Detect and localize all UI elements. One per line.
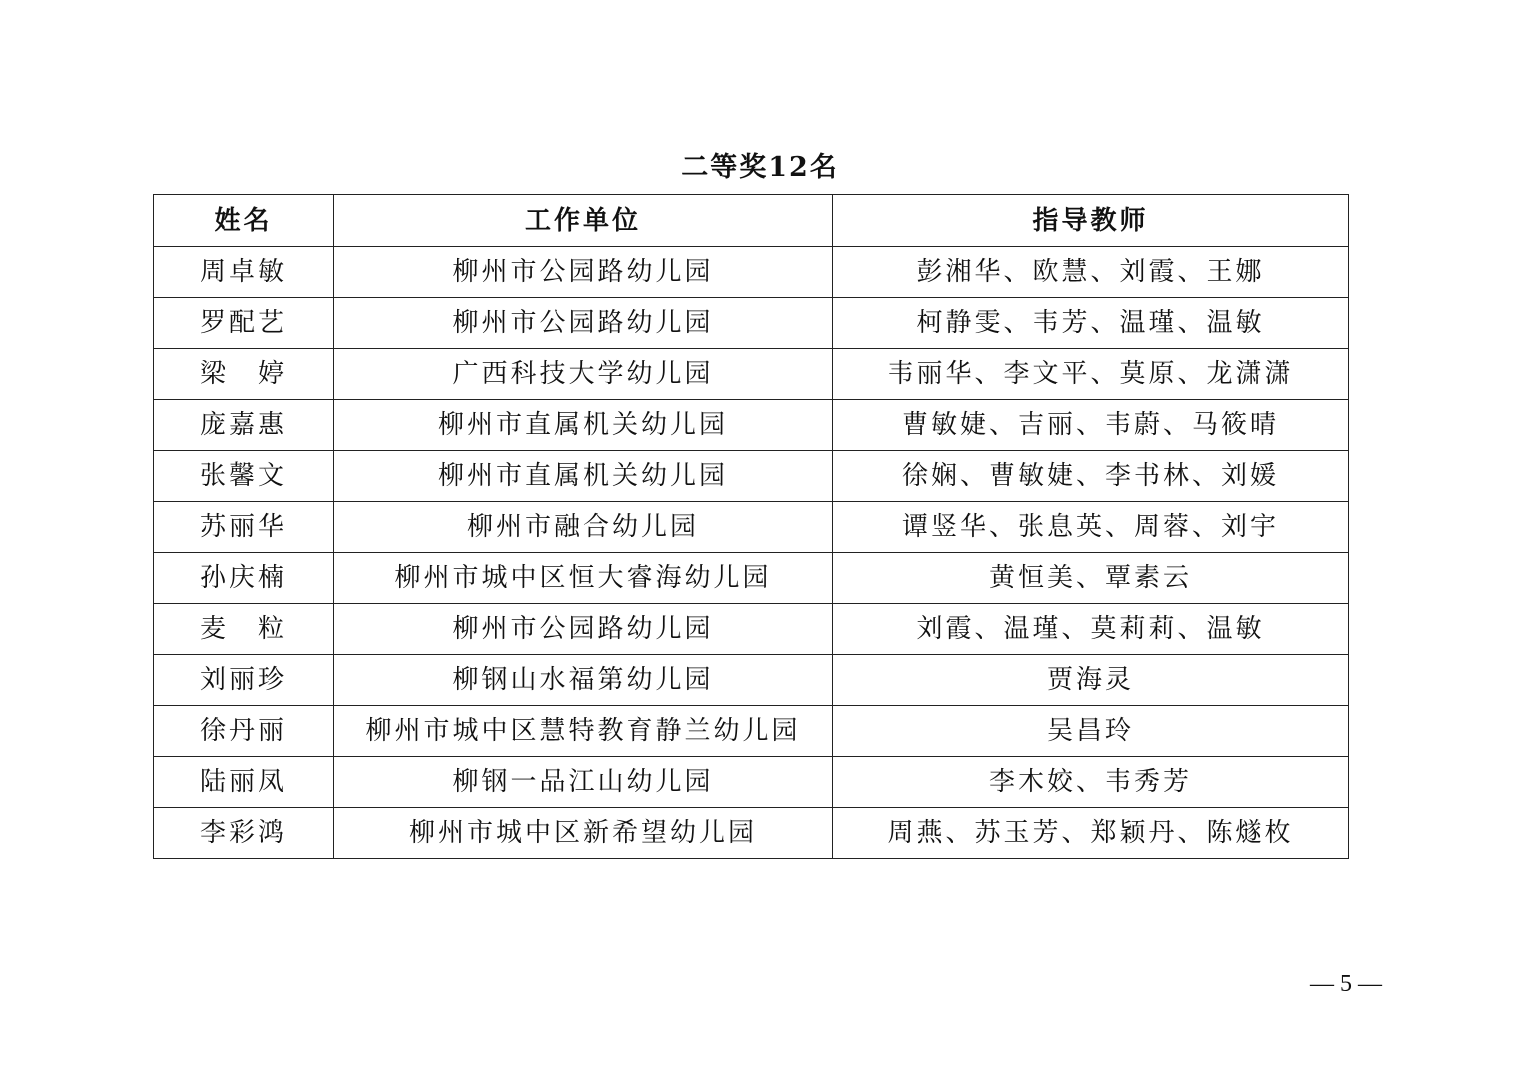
page-number: — 5 — [1310, 971, 1382, 997]
table-row [154, 655, 1349, 706]
table-row [154, 604, 1349, 655]
cell-teachers: 谭竖华、张息英、周蓉、刘宇 [833, 502, 1349, 553]
cell-name: 李彩鸿 [154, 808, 334, 859]
cell-name: 刘丽珍 [154, 655, 334, 706]
cell-unit: 柳州市公园路幼儿园 [334, 247, 833, 298]
cell-unit: 柳州市直属机关幼儿园 [334, 451, 833, 502]
cell-teachers: 徐娴、曹敏婕、李书林、刘媛 [833, 451, 1349, 502]
cell-unit: 柳州市公园路幼儿园 [334, 604, 833, 655]
cell-name: 张馨文 [154, 451, 334, 502]
cell-teachers: 韦丽华、李文平、莫原、龙潇潇 [833, 349, 1349, 400]
cell-unit: 柳钢山水福第幼儿园 [334, 655, 833, 706]
column-header-name: 姓名 [154, 195, 334, 247]
cell-teachers: 刘霞、温瑾、莫莉莉、温敏 [833, 604, 1349, 655]
table-row [154, 757, 1349, 808]
cell-teachers: 黄恒美、覃素云 [833, 553, 1349, 604]
column-header-unit: 工作单位 [334, 195, 833, 247]
cell-unit: 柳州市城中区慧特教育静兰幼儿园 [334, 706, 833, 757]
cell-name: 孙庆楠 [154, 553, 334, 604]
cell-name: 麦 粒 [154, 604, 334, 655]
cell-teachers: 曹敏婕、吉丽、韦蔚、马筱晴 [833, 400, 1349, 451]
column-header-teachers: 指导教师 [833, 195, 1349, 247]
cell-name: 苏丽华 [154, 502, 334, 553]
cell-teachers: 吴昌玲 [833, 706, 1349, 757]
table-row [154, 502, 1349, 553]
cell-unit: 柳州市城中区恒大睿海幼儿园 [334, 553, 833, 604]
cell-unit: 广西科技大学幼儿园 [334, 349, 833, 400]
table-row [154, 400, 1349, 451]
cell-teachers: 彭湘华、欧慧、刘霞、王娜 [833, 247, 1349, 298]
cell-unit: 柳州市融合幼儿园 [334, 502, 833, 553]
cell-name: 徐丹丽 [154, 706, 334, 757]
cell-name: 罗配艺 [154, 298, 334, 349]
cell-teachers: 贾海灵 [833, 655, 1349, 706]
cell-teachers: 柯静雯、韦芳、温瑾、温敏 [833, 298, 1349, 349]
cell-teachers: 李木姣、韦秀芳 [833, 757, 1349, 808]
table-row [154, 451, 1349, 502]
cell-name: 陆丽凤 [154, 757, 334, 808]
table-row [154, 349, 1349, 400]
cell-unit: 柳州市公园路幼儿园 [334, 298, 833, 349]
cell-name: 庞嘉惠 [154, 400, 334, 451]
cell-teachers: 周燕、苏玉芳、郑颖丹、陈燧枚 [833, 808, 1349, 859]
table-header-row [154, 195, 1349, 247]
table-row [154, 553, 1349, 604]
table-row [154, 808, 1349, 859]
table-row [154, 298, 1349, 349]
cell-name: 周卓敏 [154, 247, 334, 298]
cell-unit: 柳钢一品江山幼儿园 [334, 757, 833, 808]
cell-name: 梁 婷 [154, 349, 334, 400]
section-title: 二等奖12名 [681, 152, 839, 183]
table-row [154, 247, 1349, 298]
table-row [154, 706, 1349, 757]
awards-table [153, 194, 1349, 859]
cell-unit: 柳州市直属机关幼儿园 [334, 400, 833, 451]
cell-unit: 柳州市城中区新希望幼儿园 [334, 808, 833, 859]
